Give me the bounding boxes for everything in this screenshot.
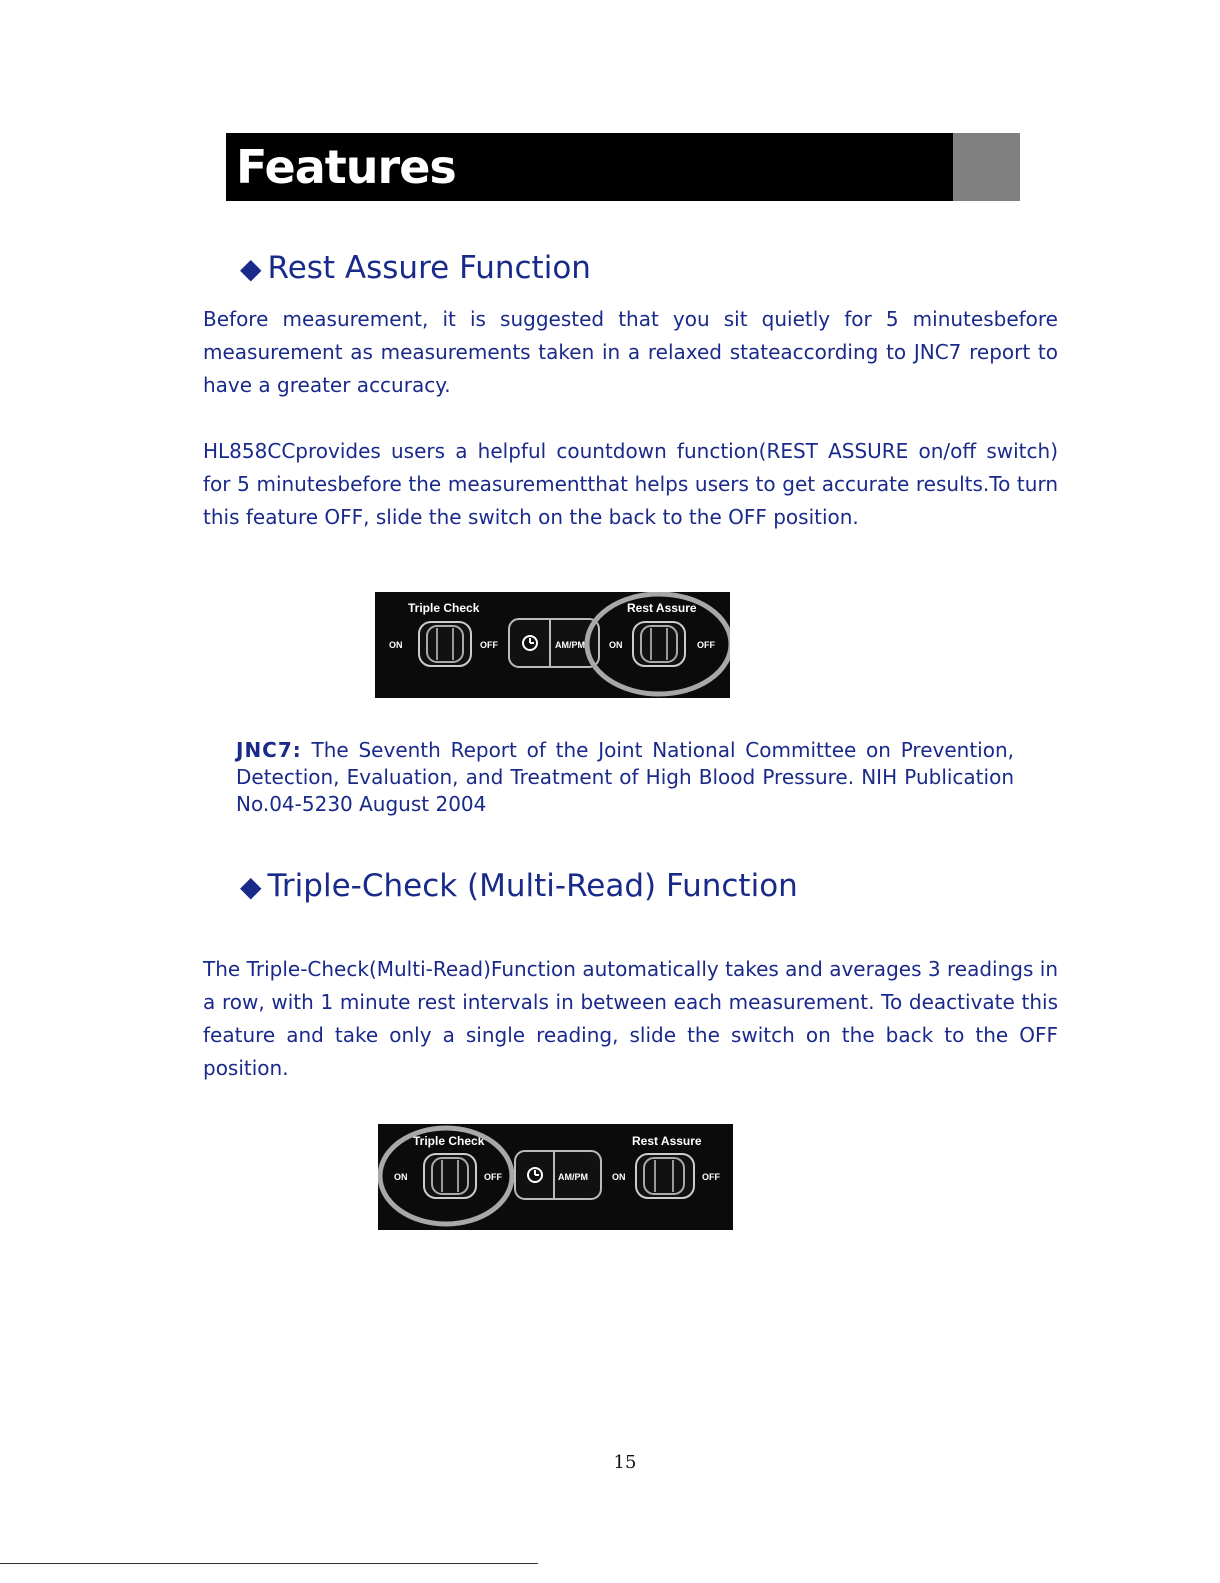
rest-assure-switch-icon [636,1154,694,1198]
jnc7-text: The Seventh Report of the Joint National Committee on Prevention, Detection, Evaluation, and Treatment of High Blood Pressure. NIH Publication No.04-5230 August 2004 [236,738,1014,816]
footer-divider [0,1563,538,1564]
triple-check-switch-icon [419,622,471,666]
rest-assure-switch-icon [633,622,685,666]
triple-check-paragraph: The Triple-Check(Multi-Read)Function automatically takes and averages 3 readings in a row, with 1 minute rest intervals in between each measurement. To deactivate this feature and take only a single reading, slide the switch on the back to the OFF position. [203,957,1058,1080]
triple-check-label: Triple Check [408,601,480,615]
rest-assure-label: Rest Assure [632,1134,702,1148]
triple-check-heading [240,866,798,907]
section-banner [226,133,953,201]
rest-assure-switch-photo [375,592,730,698]
svg-text:ON: ON [389,640,403,650]
rest-assure-heading-text: Rest Assure Function [267,250,591,286]
triple-check-heading-text: Triple-Check (Multi-Read) Function [267,868,798,904]
svg-text:ON: ON [609,640,623,650]
jnc7-note [236,737,1014,818]
jnc7-label: JNC7: [236,738,302,762]
svg-text:AM/PM: AM/PM [555,640,585,650]
rest-assure-heading [240,248,591,289]
rest-assure-paragraph-2: HL858CCprovides users a helpful countdown function(REST ASSURE on/off switch) for 5 minutesbefore the measurementthat helps users to get accurate results.To turn this feature OFF, slide the switch on the back to the OFF position. [203,439,1058,529]
svg-text:OFF: OFF [697,640,715,650]
svg-text:AM/PM: AM/PM [558,1172,588,1182]
svg-text:OFF: OFF [480,640,498,650]
diamond-bullet-icon: ◆ [240,870,262,903]
triple-check-switch-icon [424,1154,476,1198]
svg-text:ON: ON [612,1172,626,1182]
triple-check-label: Triple Check [413,1134,485,1148]
page-number: 15 [613,1452,637,1473]
diamond-bullet-icon: ◆ [240,252,262,285]
rest-assure-paragraph-1: Before measurement, it is suggested that you sit quietly for 5 minutesbefore measurement as measurements taken in a relaxed stateaccording to JNC7 report to have a greater accuracy. [203,307,1058,397]
svg-text:OFF: OFF [484,1172,502,1182]
rest-assure-body [203,303,1058,534]
triple-check-body [203,953,1058,1085]
rest-assure-label: Rest Assure [627,601,697,615]
triple-check-switch-photo [378,1124,733,1230]
page-title: Features [236,140,456,194]
banner-tab [953,133,1020,201]
svg-text:OFF: OFF [702,1172,720,1182]
svg-text:ON: ON [394,1172,408,1182]
